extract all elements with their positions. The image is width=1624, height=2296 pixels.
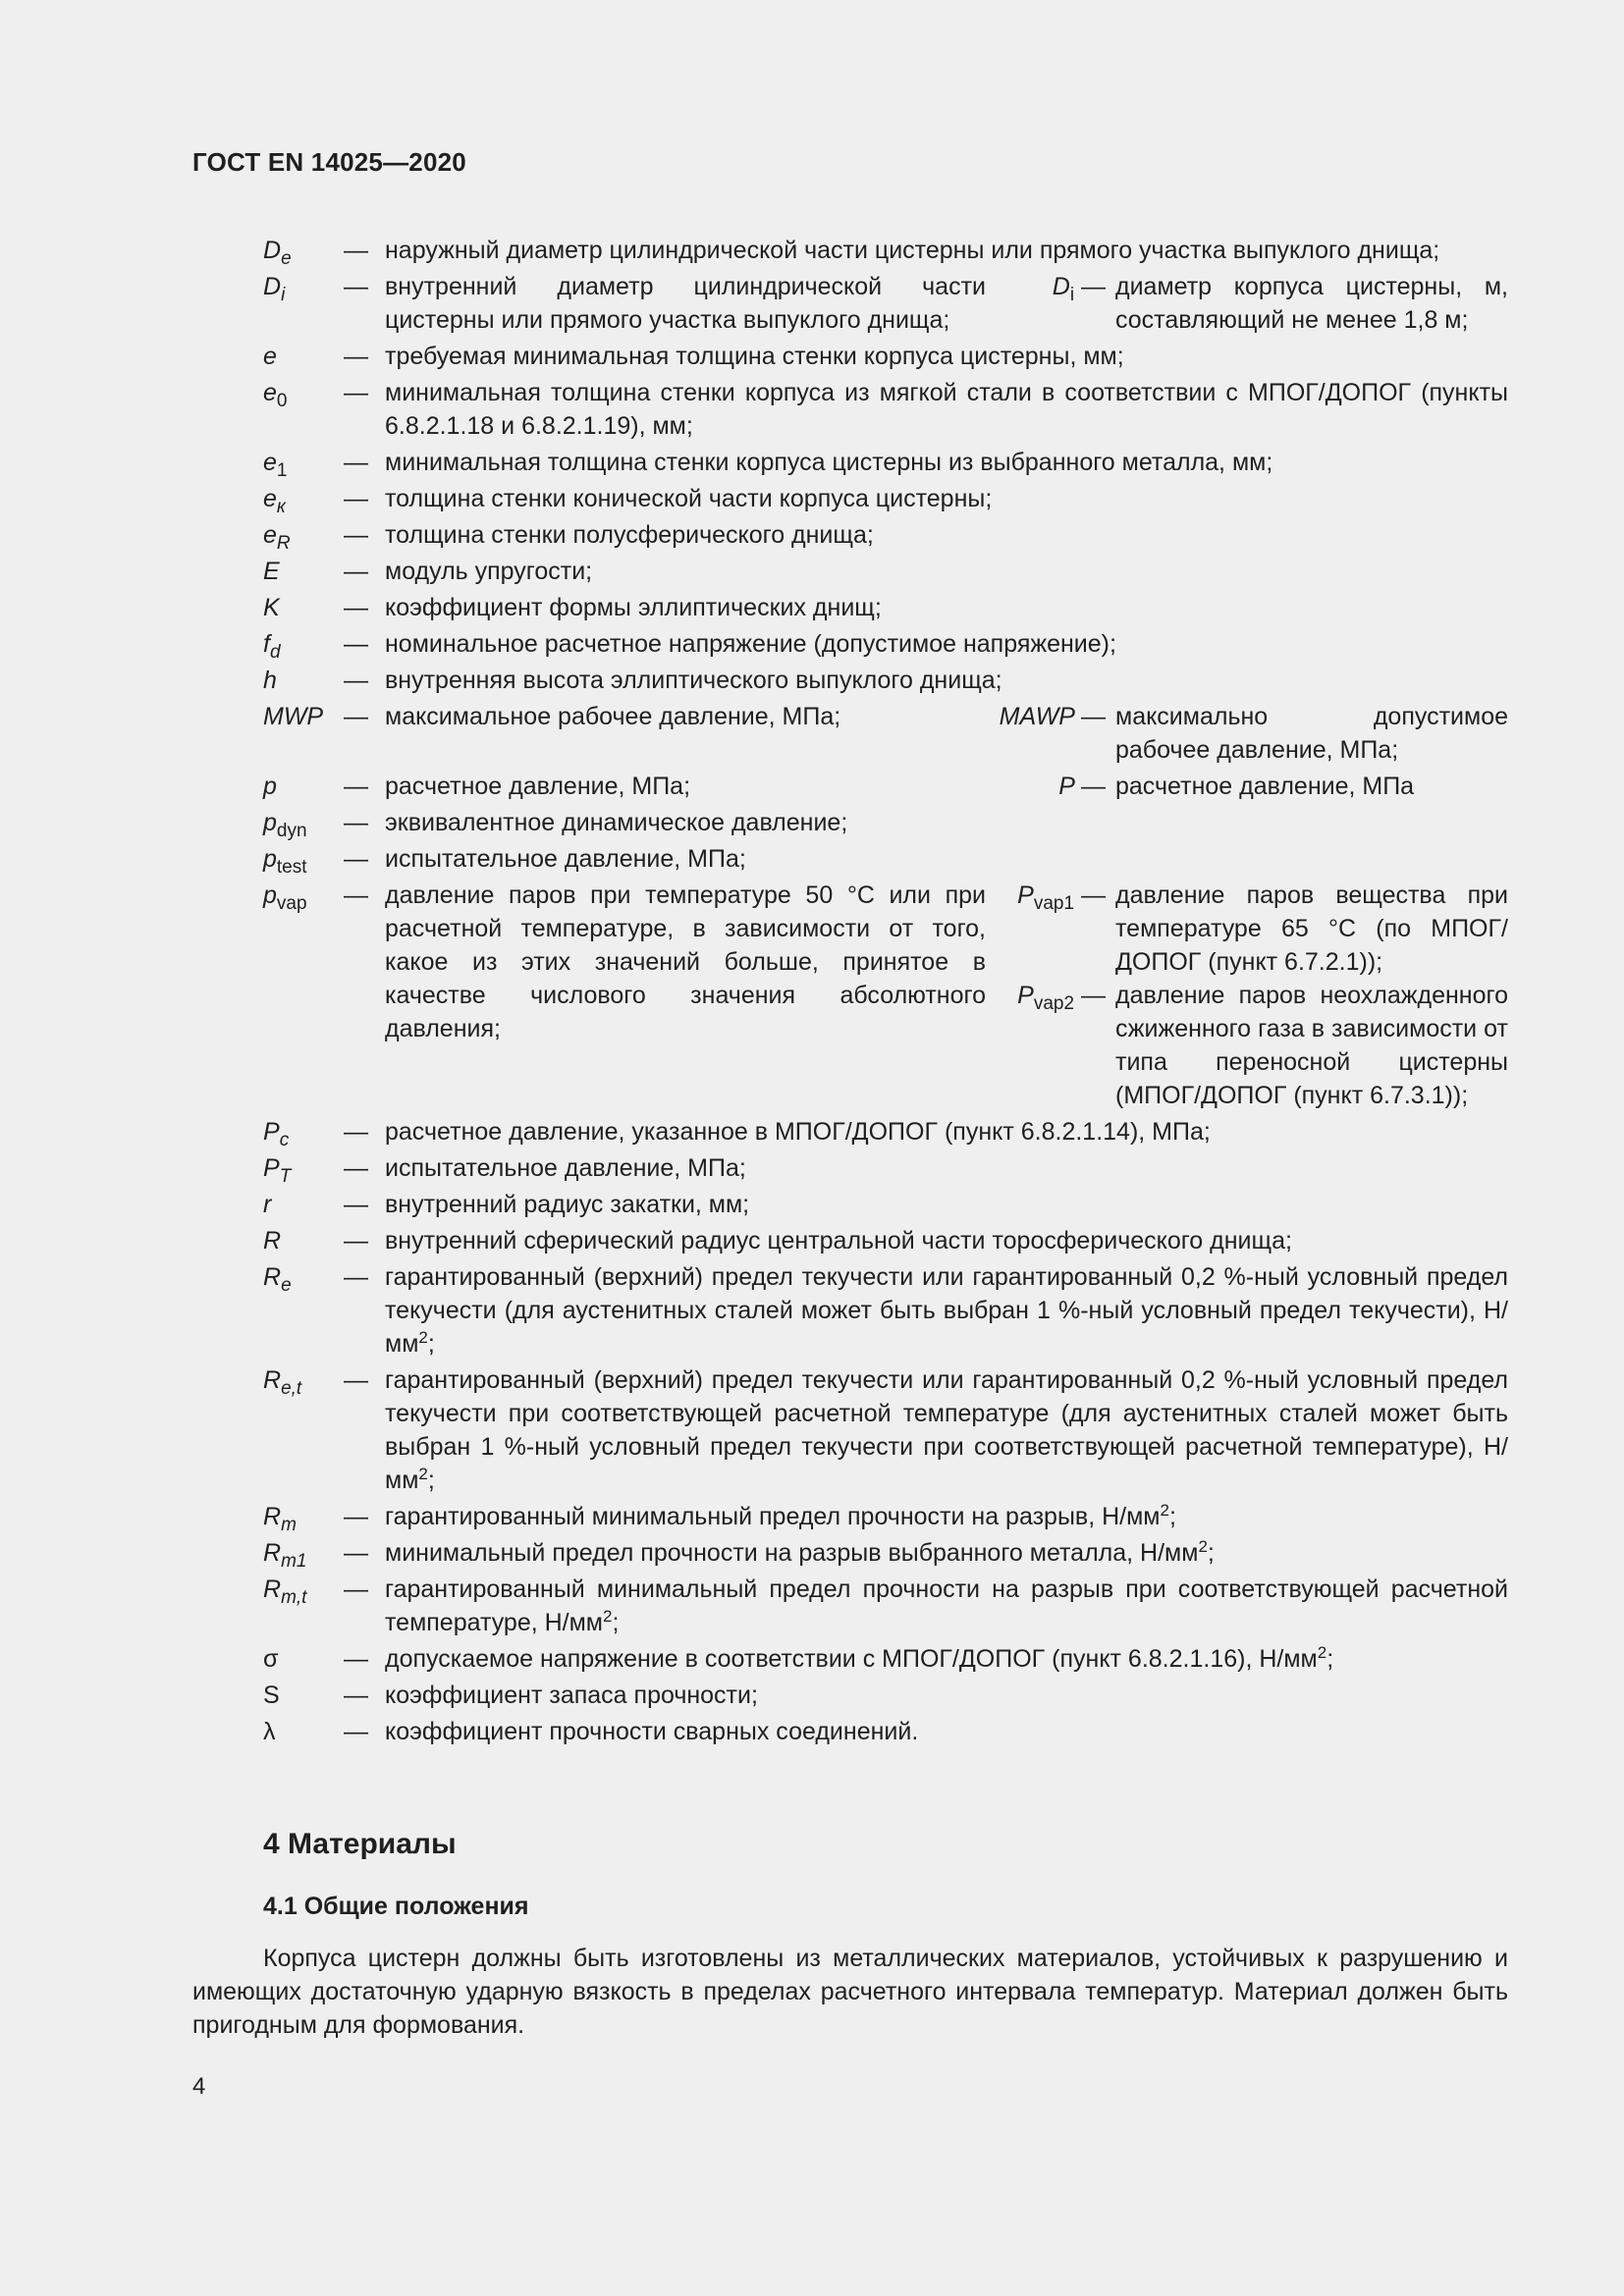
definition-MAWP: максимально допустимое рабочее давление, МПа; [1115,703,1508,764]
symbol-R: R [263,1227,282,1255]
definition-lambda: коэффициент прочности сварных соединений. [385,1718,919,1745]
definition-PT: испытательное давление, МПа; [385,1154,746,1182]
dash: — [344,594,368,621]
symbol-Di: $D_i$ [263,273,286,305]
symbol-eR: $e_R$ [263,521,291,554]
definition-Rm1: минимальный предел прочности на разрыв выбранного металла, $Н/мм^2$; [385,1537,1215,1567]
definition-Di-shell: диаметр корпуса цистерны, м, составляющий не менее 1,8 м; [1115,273,1508,334]
symbol-Pvap2: $P_{vap2}$ — [1017,982,1106,1014]
legend-row-e1 [263,446,1508,479]
definition-r: внутренний радиус закатки, мм; [385,1191,750,1218]
symbol-Ret: $R_{e,t}$ [263,1366,302,1399]
dash: — [344,558,368,585]
legend-row-eR [263,518,1508,552]
symbol-P: P — [1058,773,1106,800]
dash: — [344,1718,368,1745]
legend-row-Rmt [263,1573,1508,1639]
symbol-MWP: MWP [263,703,324,730]
legend-row-e0 [263,376,1508,443]
symbol-legend [263,234,1508,1751]
symbol-K: K [263,594,280,621]
legend-row-Di [263,270,1508,337]
definition-P: расчетное давление, МПа [1115,773,1415,800]
symbol-lambda: λ [263,1718,276,1745]
dash: — [344,667,368,694]
legend-row-Rm1 [263,1536,1508,1570]
legend-row-MWP [263,700,1508,767]
page-number: 4 [192,2073,206,2100]
symbol-fd: $f_d$ [263,630,281,663]
legend-row-ptest [263,842,1508,876]
definition-R: внутренний сферический радиус центральной части торосферического днища; [385,1227,1292,1255]
definition-S: коэффициент запаса прочности; [385,1682,758,1709]
definition-Ret: гарантированный (верхний) предел текучести или гарантированный 0,2 %-ный условный предел текучести при соответствующей расчетной температуре (для аустенитных сталей может быть выбран 1 %-ный условный предел текучести при соответствующей расчетной температуре), $Н/мм^2$; [385,1366,1508,1494]
definition-MWP: максимальное рабочее давление, МПа; [385,703,841,730]
dash: — [344,485,368,512]
definition-e: требуемая минимальная толщина стенки корпуса цистерны, мм; [385,343,1124,370]
legend-row-Pc [263,1115,1508,1148]
symbol-Re: $R_e$ [263,1263,292,1296]
symbol-e: e [263,343,277,370]
dash: — [344,703,368,730]
document-header: ГОСТ EN 14025—2020 [192,147,466,177]
legend-row-h [263,664,1508,697]
symbol-Rmt: $R_{m,t}$ [263,1575,307,1608]
symbol-E: E [263,558,280,585]
legend-row-ek [263,482,1508,515]
symbol-Di-right: $D_i$ — [1052,273,1106,305]
legend-row-K [263,591,1508,624]
dash: — [344,809,368,836]
symbol-Pc: $P_c$ [263,1118,290,1150]
dash: — [344,1539,368,1567]
symbol-pvap: $p_{vap}$ [263,881,307,914]
definition-h: внутренняя высота эллиптического выпуклого днища; [385,667,1002,694]
dash: — [344,1263,368,1291]
symbol-ptest: $p_{test}$ [263,845,307,878]
legend-row-Ret [263,1363,1508,1497]
symbol-p: p [263,773,277,800]
symbol-PT: $P_T$ [263,1154,292,1187]
definition-ek: толщина стенки конической части корпуса цистерны; [385,485,993,512]
dash: — [344,845,368,873]
dash: — [344,273,368,300]
definition-Rmt: гарантированный минимальный предел прочности на разрыв при соответствующей расчетной температуре, $Н/мм^2$; [385,1575,1508,1636]
legend-row-S [263,1679,1508,1712]
symbol-ek: $e_к$ [263,485,286,517]
definition-pdyn: эквивалентное динамическое давление; [385,809,848,836]
dash: — [344,773,368,800]
dash: — [344,521,368,549]
symbol-MAWP: MAWP — [999,703,1106,730]
definition-ptest: испытательное давление, МПа; [385,845,746,873]
definition-p: расчетное давление, МПа; [385,773,691,800]
legend-row-e [263,340,1508,373]
definition-e0: минимальная толщина стенки корпуса из мягкой стали в соответствии с МПОГ/ДОПОГ (пункты 6.8.2.1.18 и 6.8.2.1.19), мм; [385,379,1508,440]
symbol-Rm: $R_m$ [263,1503,297,1535]
definition-De: наружный диаметр цилиндрической части цистерны или прямого участка выпуклого днища; [385,237,1440,264]
definition-eR: толщина стенки полусферического днища; [385,521,874,549]
dash: — [344,237,368,264]
section-title: 4 Материалы [263,1828,457,1860]
definition-K: коэффициент формы эллиптических днищ; [385,594,882,621]
dash: — [344,1366,368,1394]
dash: — [344,630,368,658]
symbol-Rm1: $R_{m1}$ [263,1539,307,1572]
legend-row-De [263,234,1508,267]
dash: — [344,1682,368,1709]
dash: — [344,881,368,909]
symbol-h: h [263,667,277,694]
legend-row-Re [263,1260,1508,1361]
definition-pvap: давление паров при температуре 50 °С или при расчетной температуре, в зависимости от того, какое из этих значений больше, принятое в качестве числового значения абсолютного давления; [385,881,986,1042]
legend-row-sigma [263,1642,1508,1676]
legend-row-r [263,1188,1508,1221]
symbol-De: $D_e$ [263,237,292,269]
legend-row-E [263,555,1508,588]
definition-fd: номинальное расчетное напряжение (допустимое напряжение); [385,630,1116,658]
dash: — [344,1154,368,1182]
dash: — [344,1575,368,1603]
legend-row-PT [263,1151,1508,1185]
symbol-pdyn: $p_{dyn}$ [263,809,307,841]
definition-Pc: расчетное давление, указанное в МПОГ/ДОПОГ (пункт 6.8.2.1.14), МПа; [385,1118,1211,1146]
definition-Di-inner: внутренний диаметр цилиндрической части цистерны или прямого участка выпуклого днища; [385,273,986,334]
legend-row-R [263,1224,1508,1257]
dash: — [344,1118,368,1146]
dash: — [344,1645,368,1673]
subsection-title: 4.1 Общие положения [263,1893,529,1920]
legend-row-pvap [263,879,1508,1112]
body-paragraph: Корпуса цистерн должны быть изготовлены из металлических материалов, устойчивых к разрушению и имеющих достаточную ударную вязкость в пределах расчетного интервала температур. Материал должен быть пригодным для формования. [192,1945,1508,2039]
legend-row-p [263,770,1508,803]
legend-row-fd [263,627,1508,661]
definition-Re: гарантированный (верхний) предел текучести или гарантированный 0,2 %-ный условный предел текучести (для аустенитных сталей может быть выбран 1 %-ный условный предел текучести), $Н/мм^2$; [385,1263,1508,1358]
legend-row-lambda [263,1715,1508,1748]
definition-e1: минимальная толщина стенки корпуса цистерны из выбранного металла, мм; [385,449,1273,476]
dash: — [344,343,368,370]
symbol-S: S [263,1682,280,1709]
dash: — [344,1503,368,1530]
dash: — [344,1227,368,1255]
symbol-sigma: σ [263,1645,279,1673]
dash: — [344,379,368,406]
symbol-e0: $e_0$ [263,379,288,411]
legend-row-Rm [263,1500,1508,1533]
definition-Pvap1: давление паров вещества при температуре 65 °С (по МПОГ/ДОПОГ (пункт 6.7.2.1)); [1115,881,1508,976]
symbol-e1: $e_1$ [263,449,288,481]
dash: — [344,1191,368,1218]
legend-row-pdyn [263,806,1508,839]
definition-Rm: гарантированный минимальный предел прочности на разрыв, $Н/мм^2$; [385,1501,1176,1530]
symbol-r: r [263,1191,272,1218]
symbol-Pvap1: $P_{vap1}$ — [1017,881,1106,914]
definition-sigma: допускаемое напряжение в соответствии с МПОГ/ДОПОГ (пункт 6.8.2.1.16), $Н/мм^2$; [385,1643,1334,1673]
definition-Pvap2: давление паров неохлажденного сжиженного газа в зависимости от типа переносной цистерны (МПОГ/ДОПОГ (пункт 6.7.3.1)); [1115,982,1508,1109]
definition-E: модуль упругости; [385,558,593,585]
dash: — [344,449,368,476]
